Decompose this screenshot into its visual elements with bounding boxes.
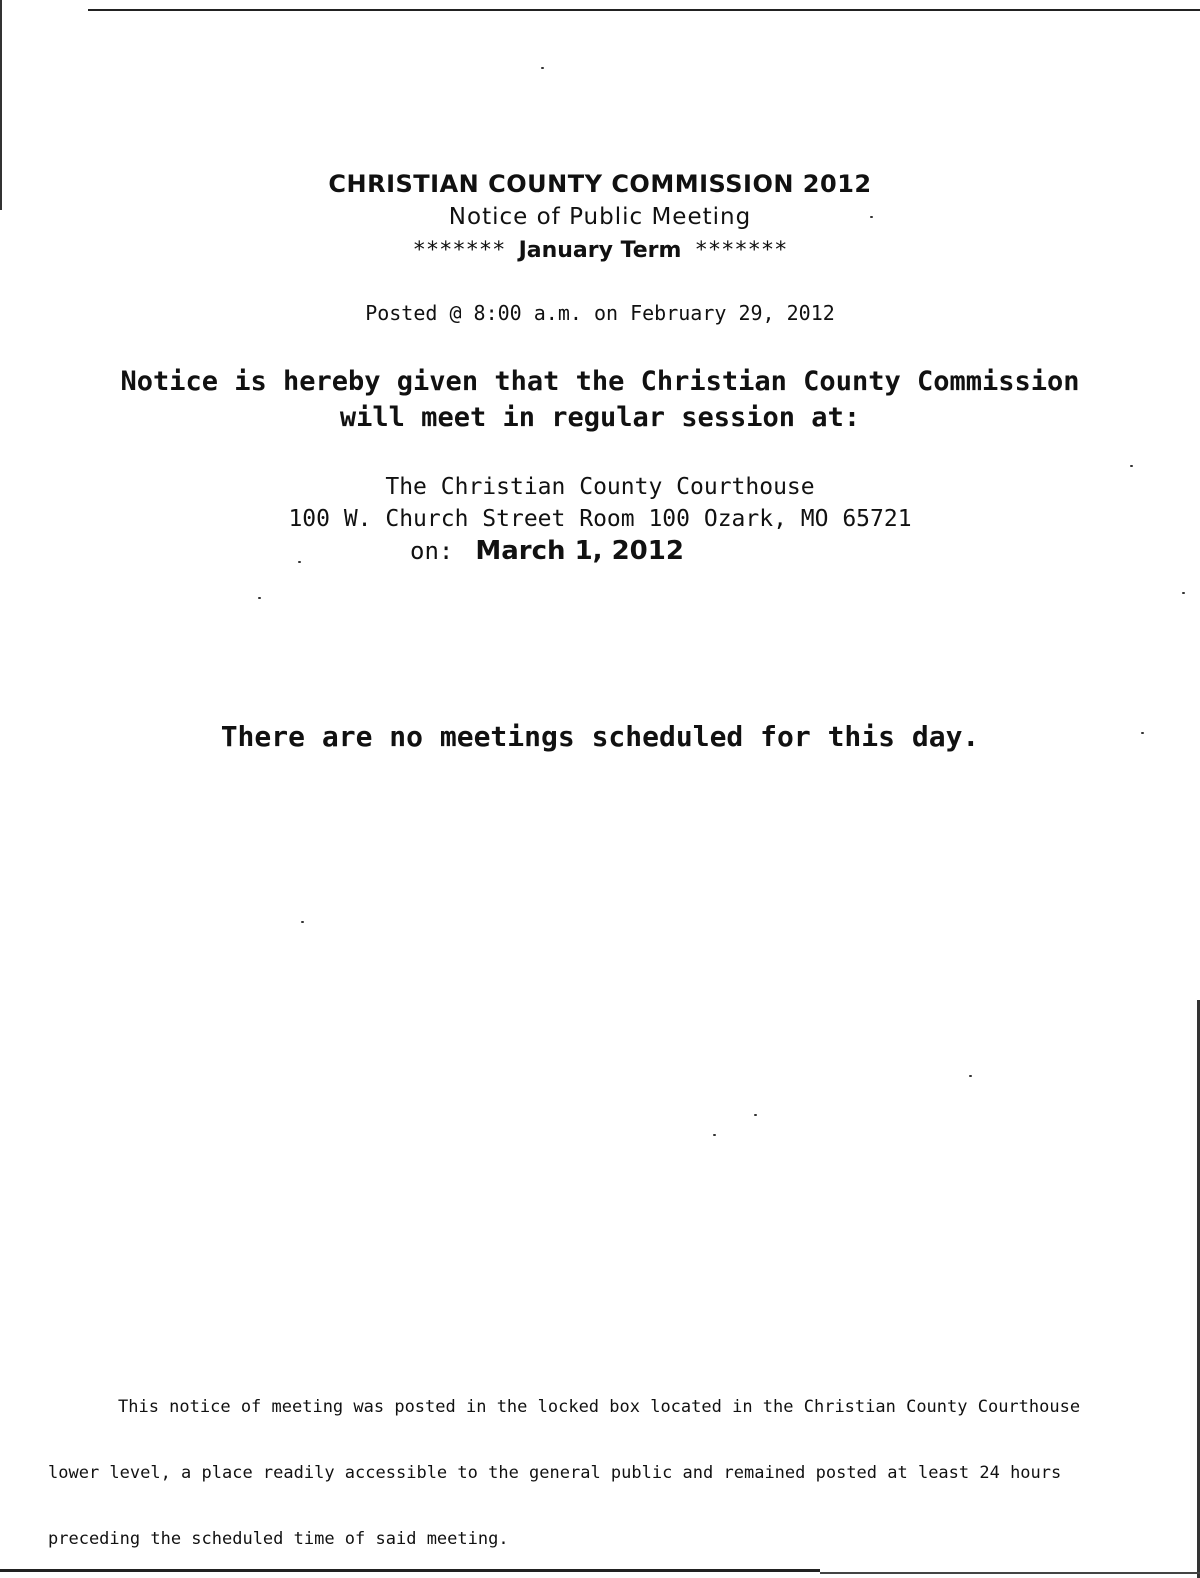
notice-statement <box>0 364 1200 436</box>
scan-edge-top <box>88 9 1200 11</box>
meeting-date: March 1, 2012 <box>475 536 684 566</box>
scan-speck <box>1130 465 1133 467</box>
footer-line-2: lower level, a place readily accessible to the general public and remained posted at least 24 hours <box>48 1463 1062 1483</box>
scan-speck <box>541 67 544 69</box>
notice-line-2: will meet in regular session at: <box>339 402 861 433</box>
scan-speck <box>1182 592 1185 594</box>
posted-line: Posted @ 8:00 a.m. on February 29, 2012 <box>365 301 835 325</box>
term-prefix: ******* <box>412 238 506 263</box>
document-title: CHRISTIAN COUNTY COMMISSION 2012 <box>328 170 872 198</box>
term-suffix: ******* <box>694 238 788 263</box>
term-name: January Term <box>518 238 682 263</box>
scan-speck <box>258 597 261 599</box>
notice-line-1: Notice is hereby given that the Christian County Commission <box>120 366 1080 397</box>
term-line <box>0 238 1200 263</box>
date-label: on: <box>410 537 454 565</box>
footer-line-3: preceding the scheduled time of said meeting. <box>48 1529 509 1549</box>
scan-speck <box>301 921 304 923</box>
location-address: 100 W. Church Street Room 100 Ozark, MO 65721 <box>288 506 912 532</box>
scan-speck <box>298 561 301 563</box>
posting-footer <box>48 1352 1148 1572</box>
meeting-date-line <box>410 536 684 566</box>
location-building: The Christian County Courthouse <box>385 474 815 500</box>
no-meetings-message: There are no meetings scheduled for this day. <box>220 720 980 753</box>
document-subtitle: Notice of Public Meeting <box>448 204 752 230</box>
scan-speck <box>713 1134 716 1136</box>
scan-speck <box>969 1075 972 1077</box>
scan-speck <box>754 1114 757 1116</box>
footer-line-1: This notice of meeting was posted in the locked box located in the Christian County Courthouse <box>118 1397 1081 1417</box>
scan-edge-bottom-right <box>820 1572 1200 1574</box>
